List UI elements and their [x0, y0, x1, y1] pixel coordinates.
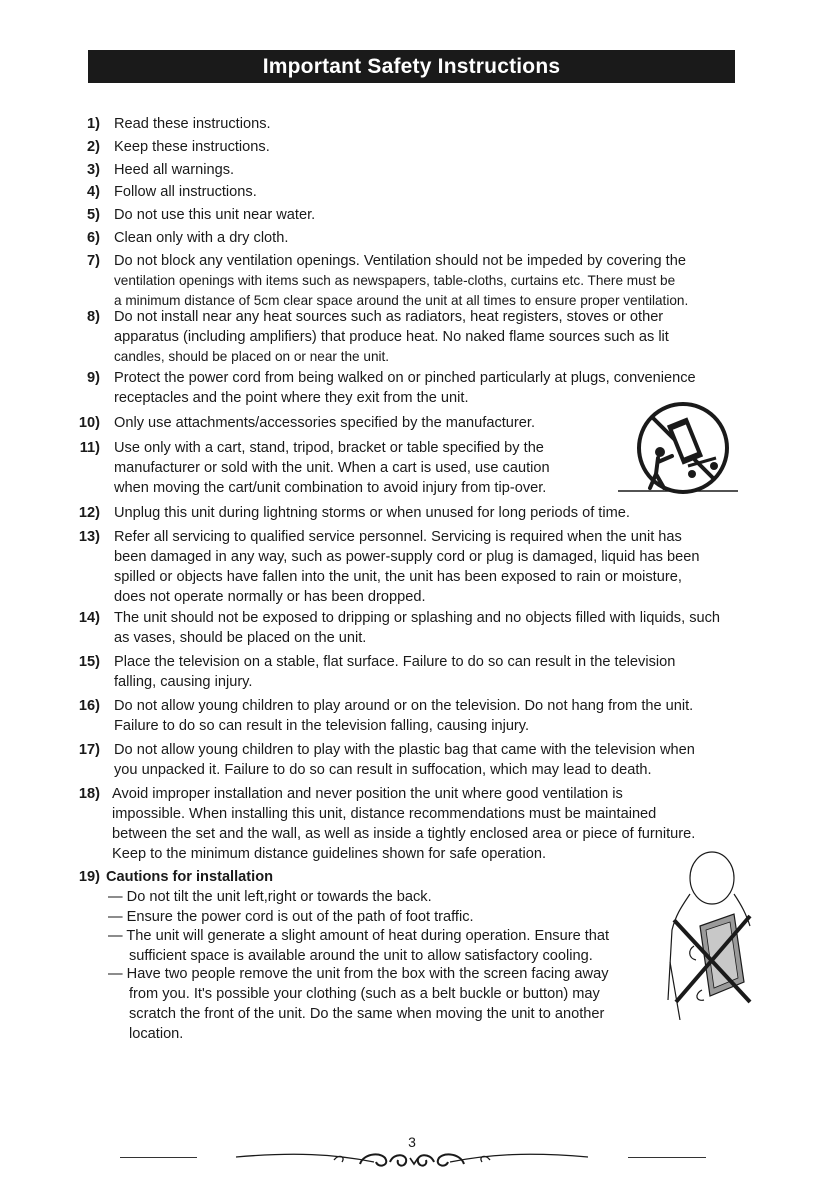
item-line: Protect the power cord from being walked on or pinched particularly at plugs, convenience — [114, 370, 696, 386]
item-number: 1) — [87, 116, 100, 132]
item-line: Place the television on a stable, flat surface. Failure to do so can result in the television — [114, 654, 676, 670]
item-line: Unplug this unit during lightning storms or when unused for long periods of time. — [114, 505, 630, 521]
item-line: receptacles and the point where they exit from the unit. — [114, 390, 469, 406]
item-line: between the set and the wall, as well as inside a tightly enclosed area or piece of furniture. — [112, 826, 696, 842]
list-item — [114, 228, 288, 248]
item-number: 8) — [87, 309, 100, 325]
list-item — [114, 205, 315, 225]
item-line: Heed all warnings. — [114, 162, 235, 178]
item-line: Do not use this unit near water. — [114, 207, 316, 223]
list-item — [114, 740, 695, 780]
item-line: when moving the cart/unit combination to avoid injury from tip-over. — [114, 480, 547, 496]
item-line: Read these instructions. — [114, 116, 271, 132]
item-line: Only use attachments/accessories specified by the manufacturer. — [114, 415, 535, 431]
caution-line: — Ensure the power cord is out of the path of foot traffic. — [108, 909, 474, 925]
cautions-heading — [106, 867, 273, 887]
item-line: Clean only with a dry cloth. — [114, 230, 289, 246]
caution-item — [108, 887, 432, 907]
item-number: 9) — [87, 370, 100, 386]
caution-line: from you. It's possible your clothing (such as a belt buckle or button) may — [129, 986, 600, 1002]
caution-line: — Have two people remove the unit from the box with the screen facing away — [108, 966, 609, 982]
do-not-carry-against-body-icon — [664, 850, 756, 1020]
caution-line: sufficient space is available around the unit to allow satisfactory cooling. — [129, 948, 593, 964]
item-line: spilled or objects have fallen into the unit, the unit has been exposed to rain or moisture, — [114, 569, 682, 585]
list-item — [114, 307, 669, 367]
item-line: Keep to the minimum distance guidelines shown for safe operation. — [112, 846, 547, 862]
list-item — [114, 160, 234, 180]
list-item — [114, 652, 675, 692]
item-line: Do not allow young children to play around or on the television. Do not hang from the unit. — [114, 698, 694, 714]
item-line: candles, should be placed on or near the unit. — [114, 349, 390, 364]
item-number: 6) — [87, 230, 100, 246]
item-number: 3) — [87, 162, 100, 178]
item-line: Avoid improper installation and never position the unit where good ventilation is — [112, 786, 623, 802]
page-title-banner — [88, 50, 735, 83]
item-line: Do not allow young children to play with the plastic bag that came with the television when — [114, 742, 695, 758]
cart-tip-over-warning-icon — [612, 402, 740, 494]
item-number: 2) — [87, 139, 100, 155]
list-item — [114, 608, 720, 648]
list-item — [114, 413, 535, 433]
item-line: Cautions for installation — [106, 869, 274, 885]
item-number: 10) — [78, 415, 100, 431]
caution-item — [108, 926, 609, 966]
footer-rule-left — [120, 1157, 197, 1158]
list-item — [114, 137, 270, 157]
item-line: apparatus (including amplifiers) that produce heat. No naked flame sources such as lit — [114, 329, 669, 345]
item-number: 12) — [78, 505, 100, 521]
item-number: 5) — [87, 207, 100, 223]
item-number: 18) — [78, 786, 100, 802]
item-line: Keep these instructions. — [114, 139, 270, 155]
caution-line: location. — [129, 1026, 184, 1042]
list-item — [114, 438, 550, 498]
list-item — [114, 251, 688, 311]
item-number: 16) — [78, 698, 100, 714]
item-line: manufacturer or sold with the unit. When a cart is used, use caution — [114, 460, 550, 476]
item-line: The unit should not be exposed to dripping or splashing and no objects filled with liquids, such — [114, 610, 721, 626]
item-line: a minimum distance of 5cm clear space around the unit at all times to ensure proper ventilation. — [114, 293, 689, 308]
footer-rule-right — [628, 1157, 706, 1158]
item-line: you unpacked it. Failure to do so can result in suffocation, which may lead to death. — [114, 762, 652, 778]
caution-line: — Do not tilt the unit left,right or towards the back. — [108, 889, 432, 905]
item-line: ventilation openings with items such as newspapers, table-cloths, curtains etc. There must be — [114, 273, 676, 288]
item-line: Follow all instructions. — [114, 184, 257, 200]
decorative-scroll-ornament — [234, 1146, 590, 1170]
caution-line: scratch the front of the unit. Do the same when moving the unit to another — [129, 1006, 605, 1022]
page-number: 3 — [408, 1134, 416, 1150]
caution-item — [108, 964, 609, 1044]
item-number: 19) — [78, 869, 100, 885]
list-item — [114, 503, 630, 523]
item-number: 13) — [78, 529, 100, 545]
item-line: Refer all servicing to qualified service personnel. Servicing is required when the unit has — [114, 529, 682, 545]
item-number: 7) — [87, 253, 100, 269]
item-line: Use only with a cart, stand, tripod, bracket or table specified by the — [114, 440, 544, 456]
item-line: Do not block any ventilation openings. Ventilation should not be impeded by covering the — [114, 253, 686, 269]
list-item — [114, 182, 257, 202]
page-title: Important Safety Instructions — [262, 55, 561, 78]
item-number: 17) — [78, 742, 100, 758]
item-number: 11) — [79, 440, 100, 456]
item-line: falling, causing injury. — [114, 674, 253, 690]
item-number: 14) — [78, 610, 100, 626]
item-line: Do not install near any heat sources such as radiators, heat registers, stoves or other — [114, 309, 664, 325]
item-line: as vases, should be placed on the unit. — [114, 630, 367, 646]
item-line: impossible. When installing this unit, distance recommendations must be maintained — [112, 806, 657, 822]
list-item — [114, 527, 699, 607]
caution-line: — The unit will generate a slight amount of heat during operation. Ensure that — [108, 928, 610, 944]
item-line: does not operate normally or has been dropped. — [114, 589, 426, 605]
item-number: 4) — [87, 184, 100, 200]
item-line: been damaged in any way, such as power-supply cord or plug is damaged, liquid has been — [114, 549, 700, 565]
list-item — [114, 114, 271, 134]
caution-item — [108, 907, 474, 927]
list-item — [112, 784, 695, 864]
list-item — [114, 368, 696, 408]
item-number: 15) — [78, 654, 100, 670]
item-line: Failure to do so can result in the television falling, causing injury. — [114, 718, 530, 734]
list-item — [114, 696, 693, 736]
